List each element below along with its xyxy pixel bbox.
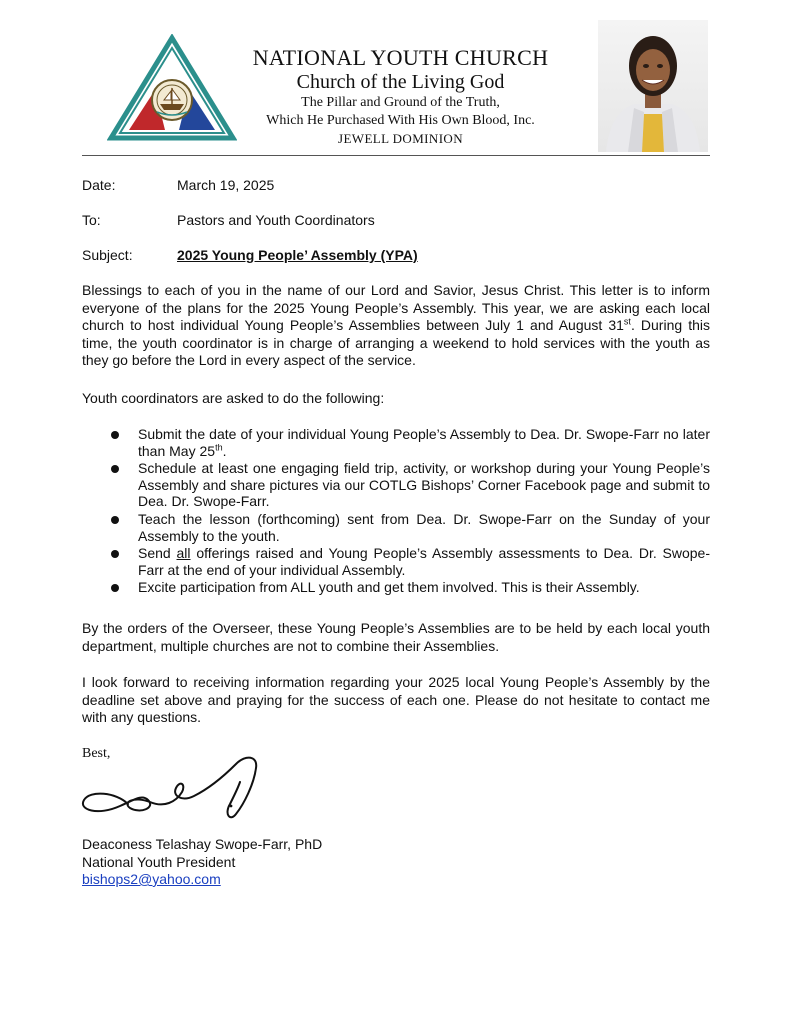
bullet-icon: [111, 584, 119, 592]
signer-name: Deaconess Telashay Swope-Farr, PhD: [82, 836, 323, 852]
list-item: [108, 426, 710, 459]
date-label: Date:: [82, 177, 116, 193]
date-value: March 19, 2025: [177, 177, 275, 193]
tagline-line-2: Which He Purchased With His Own Blood, Inc.: [266, 113, 535, 128]
bullet-text: Teach the lesson (forthcoming) sent from Dea. Dr. Swope-Farr on the Sunday of your Assembly to the youth.: [138, 510, 710, 544]
list-item: [108, 511, 710, 544]
intro-superscript: st: [623, 316, 631, 327]
church-name: Church of the Living God: [296, 71, 505, 93]
intro-paragraph: [82, 282, 710, 370]
bullet-text: Schedule at least one engaging field trip, activity, or workshop during your Young People’s Assembly and share pictures via our COTLG Bishops’ Corner Facebook page and submit to Dea. Dr. Swope-Farr.: [138, 460, 710, 510]
bullet-superscript: th: [215, 441, 223, 452]
bullet-text: Send: [138, 545, 177, 562]
handwritten-signature: [76, 744, 276, 832]
intro-text-a: Blessings to each of you in the name of our Lord and Savior, Jesus Christ. This letter is to inform everyone of the plans for the 2025 Young People’s Assembly. This year, we are asking each local church to host individual Young People’s Assemblies between July 1 and August 31: [82, 282, 710, 333]
overseer-paragraph: By the orders of the Overseer, these Young People’s Assemblies are to be held by each local youth department, multiple churches are not to combine their Assemblies.: [82, 620, 710, 654]
email-link[interactable]: bishops2@yahoo.com: [82, 871, 221, 887]
closing-paragraph: I look forward to receiving information regarding your 2025 local Young People’s Assembly by the deadline set above and praying for the success of each one. Please do not hesitate to contact me with any questions.: [82, 674, 710, 725]
bullet-text-end: .: [222, 442, 227, 459]
instructions-list: [108, 426, 710, 597]
letterhead: [0, 0, 792, 160]
tagline-line-1: The Pillar and Ground of the Truth,: [301, 95, 500, 110]
subject-label: Subject:: [82, 247, 133, 263]
bullet-icon: [111, 550, 119, 558]
bullet-icon: [111, 465, 119, 473]
list-item: [108, 460, 710, 510]
dominion-name: JEWELL DOMINION: [337, 131, 464, 146]
org-name: NATIONAL YOUTH CHURCH: [252, 45, 549, 70]
subject-value: 2025 Young People’ Assembly (YPA): [177, 247, 418, 263]
triangle-ship-emblem-icon: [107, 34, 237, 142]
bullet-icon: [111, 431, 119, 439]
bullet-text: Submit the date of your individual Young People’s Assembly to Dea. Dr. Swope-Farr no later than May 25: [138, 426, 710, 459]
signer-title: National Youth President: [82, 853, 236, 870]
list-item: [108, 579, 710, 596]
to-label: To:: [82, 212, 101, 228]
bullet-text: Excite participation from ALL youth and get them involved. This is their Assembly.: [138, 579, 640, 596]
signature-block: [82, 836, 322, 889]
bullet-icon: [111, 516, 119, 524]
intro-text-b: . During this time, the youth coordinator is in charge of arranging a weekend to hold services with the youth as they go before the Lord in every aspect of the service.: [82, 317, 710, 368]
portrait-photo-icon: [598, 20, 708, 152]
to-value: Pastors and Youth Coordinators: [177, 212, 375, 228]
bullet-text-end: offerings raised and Young People’s Assembly assessments to Dea. Dr. Swope-Farr at the end of your individual Assembly.: [138, 545, 710, 578]
list-item: [108, 545, 710, 578]
salutation: Best,: [82, 746, 111, 761]
instructions-intro: Youth coordinators are asked to do the following:: [82, 390, 385, 406]
header-divider: [82, 155, 710, 156]
bullet-underlined-word: all: [176, 545, 191, 562]
